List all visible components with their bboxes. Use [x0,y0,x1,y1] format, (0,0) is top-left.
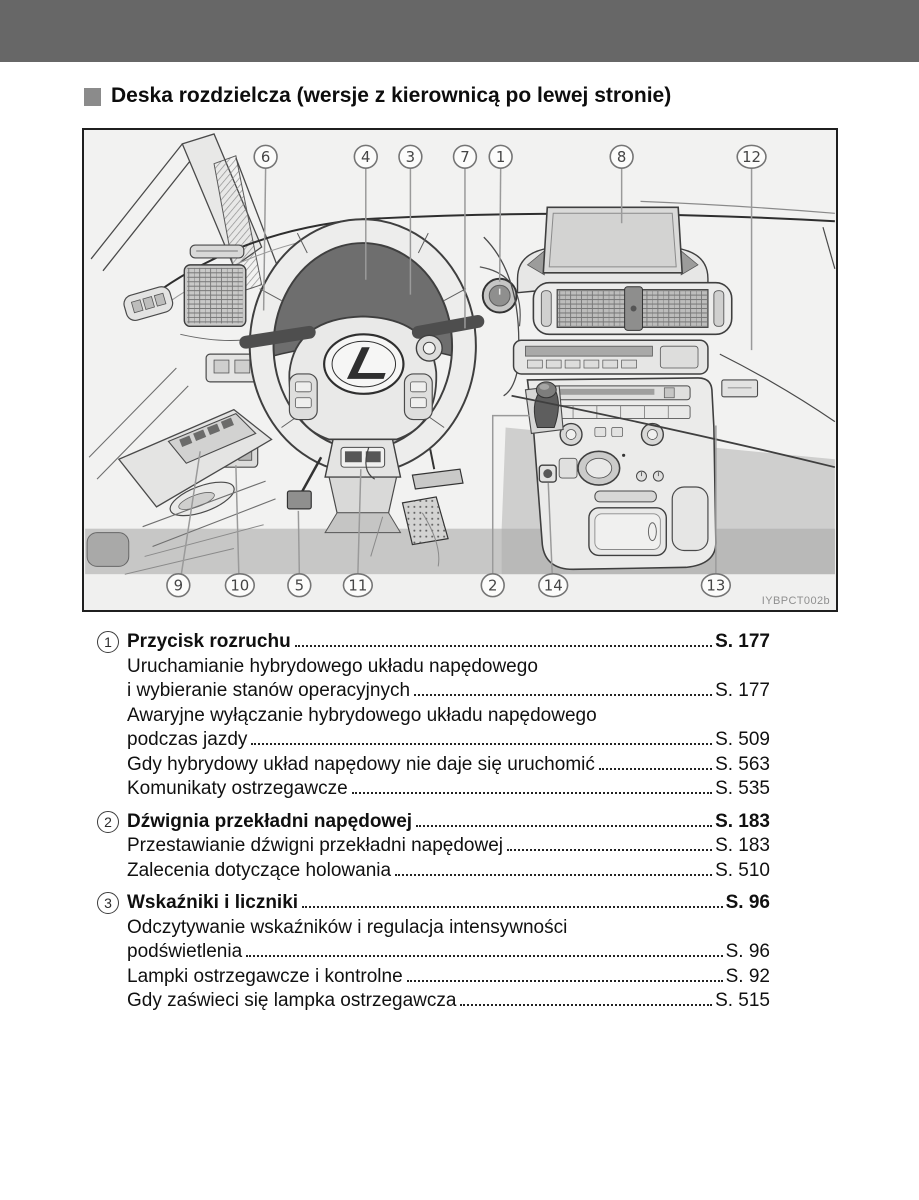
index-entry-number: 3 [97,892,119,914]
dot-leader [414,694,712,696]
callout-number: 9 [173,576,184,595]
page-ref: S. 92 [725,965,770,987]
callout-number: 7 [460,148,470,167]
subentry-text: Lampki ostrzegawcze i kontrolne [127,965,403,987]
page-ref: S. 183 [715,810,770,832]
subentry-text: Zalecenia dotyczące holowania [127,859,392,881]
dot-leader [302,906,723,908]
index-entry-main-row [97,891,770,916]
subentry-text: Odczytywanie wskaźników i regulacja intensywności [127,916,568,938]
index-entry-main-row [97,810,770,835]
index-subentry-line [97,940,770,965]
callout-number: 13 [706,576,726,595]
callout-number: 4 [361,148,371,167]
dot-leader [295,645,712,647]
index-entry-number: 2 [97,811,119,833]
index-subentry-line [97,655,770,680]
callout-number: 10 [230,576,250,595]
page-ref: S. 177 [715,631,770,652]
index-entry-number: 1 [97,631,119,653]
page-ref: S. 96 [725,941,770,962]
brand-emblem [324,334,403,394]
dot-leader [507,849,712,851]
callout-number: 11 [348,576,368,595]
index-subentry-line [97,859,770,884]
section-bullet [84,88,101,106]
dot-leader [395,874,712,876]
subentry-text: Awaryjne wyłączanie hybrydowego układu napędowego [127,704,597,726]
index-entry-title: Przycisk rozruchu [127,631,291,652]
dot-leader [352,792,712,794]
page-title: Deska rozdzielcza (wersje z kierownicą po lewej stronie) [111,84,672,107]
index-entry-main-row [97,630,770,655]
index-subentry-line [97,679,770,704]
subentry-text: Gdy hybrydowy układ napędowy nie daje się uruchomić [127,753,595,775]
subentry-text: i wybieranie stanów operacyjnych [127,680,411,701]
callout-number: 2 [487,576,498,595]
dot-leader [246,955,722,957]
dot-leader [251,743,712,745]
dot-leader [460,1004,712,1006]
index-subentry-line [97,777,770,802]
callout-number: 1 [495,148,506,167]
callout-leader-line [298,511,299,574]
callout-number: 8 [616,148,627,167]
index-subentry-line [97,965,770,990]
figure-watermark: IYBPCT002b [761,595,830,607]
index-entry-2 [97,810,770,884]
subentry-text: podświetlenia [127,941,243,962]
subentry-text: Komunikaty ostrzegawcze [127,778,348,799]
page-ref: S. 563 [715,753,770,775]
subentry-text: podczas jazdy [127,729,248,750]
dashboard-figure [82,128,838,612]
index-subentry-line [97,834,770,859]
dot-leader [407,980,723,982]
header-bar [0,0,919,62]
page-ref: S. 96 [725,892,770,913]
page-ref: S. 535 [715,778,770,799]
index-subentry-line [97,753,770,778]
dot-leader [599,768,712,770]
index-subentry-line [97,989,770,1014]
callout-number: 12 [742,148,762,167]
index-entry-3 [97,891,770,1014]
subentry-text: Przestawianie dźwigni przekładni napędowej [127,835,503,856]
index-list [97,630,770,1014]
callout-number: 14 [543,576,563,595]
index-entry-1 [97,630,770,802]
page-ref: S. 510 [715,859,770,881]
index-subentry-line [97,916,770,941]
index-entry-title: Wskaźniki i liczniki [127,892,299,913]
subentry-text: Gdy zaświeci się lampka ostrzegawcza [127,990,457,1011]
page-ref: S. 183 [715,835,770,856]
section-title-row [84,84,671,108]
dot-leader [416,825,712,827]
index-subentry-line [97,704,770,729]
callout-number: 5 [294,576,305,595]
dashboard-illustration [84,130,836,610]
subentry-text: Uruchamianie hybrydowego układu napędowego [127,655,538,677]
page-ref: S. 515 [715,990,770,1011]
page-ref: S. 177 [715,680,770,701]
page-ref: S. 509 [715,729,770,750]
index-entry-title: Dźwignia przekładni napędowej [127,810,413,832]
callout-number: 6 [260,148,271,167]
index-subentry-line [97,728,770,753]
callout-leader-line [500,169,501,282]
callout-number: 3 [405,148,416,167]
